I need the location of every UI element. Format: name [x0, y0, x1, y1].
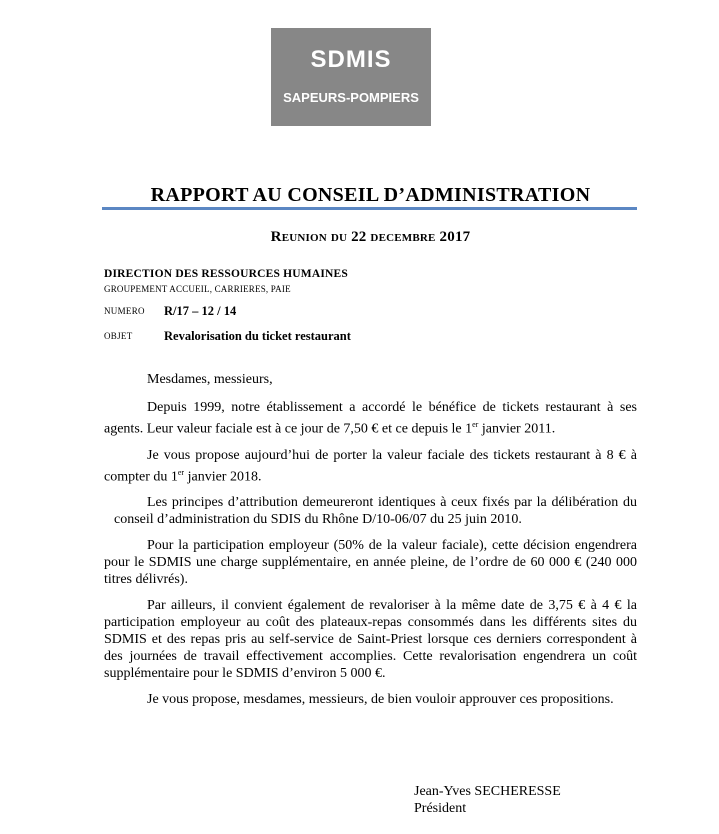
ordinal-superscript: er	[177, 467, 185, 477]
paragraph-employer-cost: Pour la participation employeur (50% de la valeur faciale), cette décision engendrera pour le SDMIS une charge supplémentaire, en année pleine, de l’ordre de 60 000 € (240 000 titres délivrés).	[104, 538, 637, 588]
signatory-name: Jean-Yves SECHERESSE	[414, 784, 561, 799]
logo-subtitle: SAPEURS-POMPIERS	[283, 90, 419, 105]
title-underline	[102, 207, 637, 210]
numero-label: NUMERO	[104, 306, 145, 316]
paragraph-history-end: janvier 2011.	[478, 421, 556, 437]
letter-greeting: Mesdames, messieurs,	[147, 372, 273, 387]
logo-title: SDMIS	[310, 46, 392, 73]
signature-block	[414, 783, 561, 817]
numero-value: R/17 – 12 / 14	[164, 304, 237, 318]
paragraph-history	[104, 399, 637, 438]
meeting-date-heading: Reunion du 22 decembre 2017	[270, 229, 471, 245]
paragraph-meal-trays: Par ailleurs, il convient également de revaloriser à la même date de 3,75 € à 4 € la participation employeur au coût des plateaux-repas consommés dans les différents sites du SDMIS et des repas pris au self-service de Saint-Priest lorsque ces derniers correspondent à des journées de travail effectivement accomplies. Cette revalorisation engendrera un coût supplémentaire pour le SDMIS d’environ 5 000 €.	[104, 598, 637, 682]
paragraph-proposal	[104, 447, 637, 486]
group-name: GROUPEMENT ACCUEIL, CARRIERES, PAIE	[104, 284, 291, 294]
objet-label: OBJET	[104, 331, 133, 341]
ordinal-superscript: er	[472, 420, 479, 429]
paragraph-history-text: Depuis 1999, notre établissement a accordé le bénéfice de tickets restaurant à ses agents. Leur valeur faciale est à ce jour de 7,50 € et ce depuis le 1	[104, 400, 637, 437]
paragraph-conclusion: Je vous propose, mesdames, messieurs, de bien vouloir approuver ces propositions.	[147, 692, 614, 708]
signatory-role: Président	[414, 801, 467, 816]
paragraph-proposal-end: janvier 2018.	[184, 469, 262, 485]
paragraph-proposal-text: Je vous propose aujourd’hui de porter la valeur faciale des tickets restaurant à 8 € à compter du 1	[104, 447, 637, 485]
sdmis-logo	[271, 28, 431, 126]
direction-name: DIRECTION DES RESSOURCES HUMAINES	[104, 268, 349, 280]
letter-body	[104, 371, 637, 717]
objet-value: Revalorisation du ticket restaurant	[164, 329, 351, 343]
report-title: RAPPORT AU CONSEIL D’ADMINISTRATION	[150, 184, 591, 206]
paragraph-principles: Les principes d’attribution demeureront identiques à ceux fixés par la délibération du conseil d’administration du SDIS du Rhône D/10-06/07 du 25 juin 2010.	[114, 495, 637, 528]
